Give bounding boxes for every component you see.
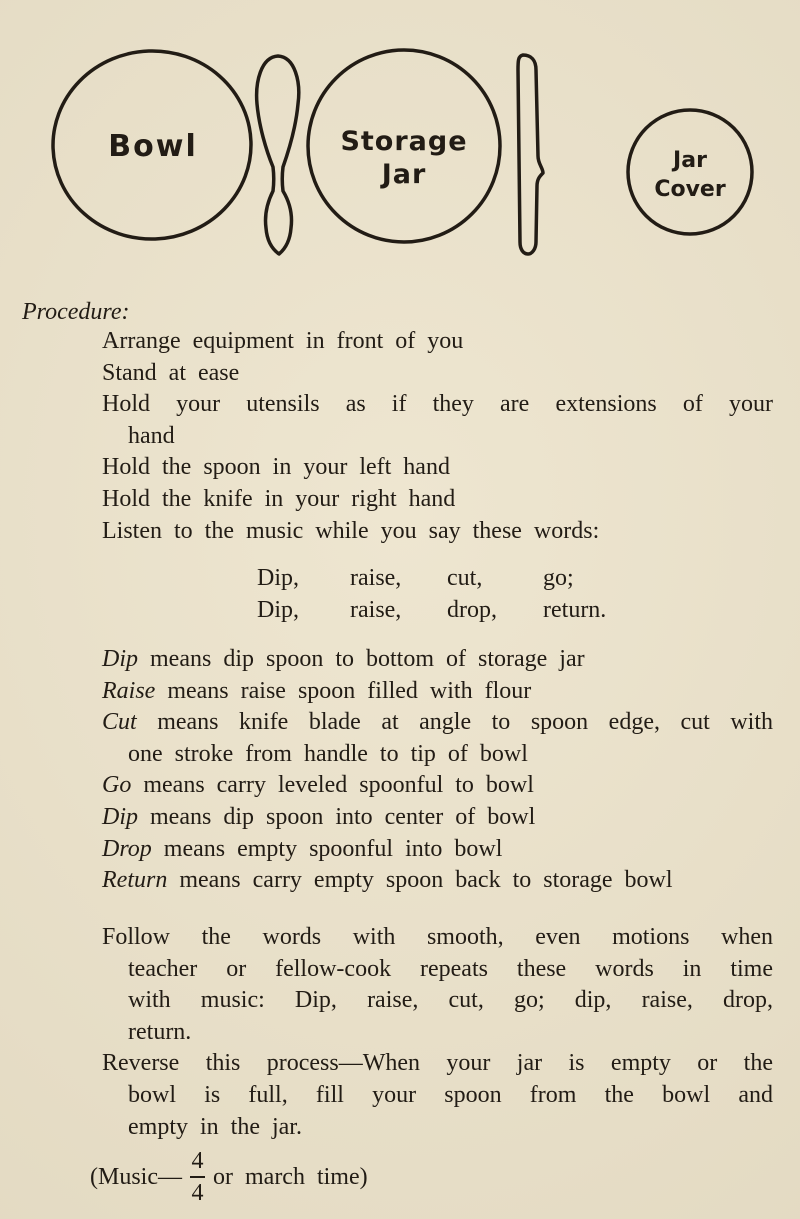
procedure-list [102,326,773,547]
chant-word: drop, [447,596,497,623]
procedure-line: Hold the knife in your right hand [102,485,456,512]
procedure-line: Hold your utensils as if they are extensions of your [102,391,773,418]
definition-line [102,739,773,771]
knife-icon [518,55,543,254]
definition-line [102,802,773,834]
definition-term: Drop [102,835,152,862]
definition-text: means empty spoonful into bowl [151,835,503,862]
definition-line [102,865,773,897]
paragraph-line: bowl is full, fill your spoon from the bowl and [128,1081,773,1108]
paragraph-line: return. [128,1018,192,1045]
definition-line [102,676,773,708]
definition-text: means carry empty spoon back to storage bowl [167,867,673,894]
procedure-line: Arrange equipment in front of you [102,328,464,354]
definition-text: means dip spoon to bottom of storage jar [138,646,585,672]
definition-term: Cut [102,709,137,736]
definition-line [102,644,773,676]
music-suffix: or march time) [213,1164,368,1190]
chant-verse [257,563,606,626]
storage-jar-label-line1: Storage [340,126,468,157]
time-signature-denominator: 4 [191,1180,204,1206]
procedure-line: hand [128,422,175,449]
definition-line [102,707,773,739]
chant-line [257,563,606,595]
music-line [90,1149,368,1205]
fraction-bar [190,1176,205,1178]
chant-word: go; [543,565,574,591]
jar-cover-label-line2: Cover [654,177,726,202]
definition-term: Raise [102,677,156,704]
definition-line [102,834,773,866]
procedure-heading: Procedure: [22,299,130,325]
chant-word: raise, [350,596,402,623]
paragraph-line: with music: Dip, raise, cut, go; dip, raise, drop, [128,987,773,1014]
time-signature-fraction [190,1149,205,1205]
chant-word: Dip, [257,565,299,591]
paragraph-line: empty in the jar. [128,1113,302,1140]
definition-text: means carry leveled spoonful to bowl [131,772,534,799]
definition-text: means knife blade at angle to spoon edge, cut with [136,709,773,736]
chant-word: raise, [350,565,402,591]
definition-line [102,770,773,802]
definition-term: Dip [102,803,138,830]
definition-text: one stroke from handle to tip of bowl [128,740,528,767]
paragraph-line: teacher or fellow-cook repeats these words in time [128,955,773,982]
chant-word: Dip, [257,596,299,623]
paragraph-line: Follow the words with smooth, even motions when [102,924,773,950]
time-signature-numerator: 4 [191,1148,204,1174]
chant-line [257,595,606,627]
bowl-label: Bowl [108,129,198,164]
jar-cover-label-line1: Jar [673,148,707,173]
definition-term: Return [102,867,168,894]
equipment-diagram [0,0,800,270]
definition-text: means dip spoon into center of bowl [138,803,536,830]
paragraph-line: Reverse this process—When your jar is empty or the [102,1050,773,1077]
procedure-line: Hold the spoon in your left hand [102,454,450,481]
music-prefix: (Music— [90,1164,182,1190]
definition-text: means raise spoon filled with flour [155,677,532,704]
definition-term: Go [102,772,132,799]
spoon-icon [257,56,299,254]
procedure-line: Stand at ease [102,359,240,386]
procedure-line: Listen to the music while you say these words: [102,517,600,544]
definition-term: Dip [102,646,138,672]
chant-word: return. [543,596,607,623]
storage-jar-label-line2: Jar [381,159,427,190]
definitions-list [102,644,773,897]
chant-word: cut, [447,565,483,591]
instruction-paragraphs [102,922,773,1143]
